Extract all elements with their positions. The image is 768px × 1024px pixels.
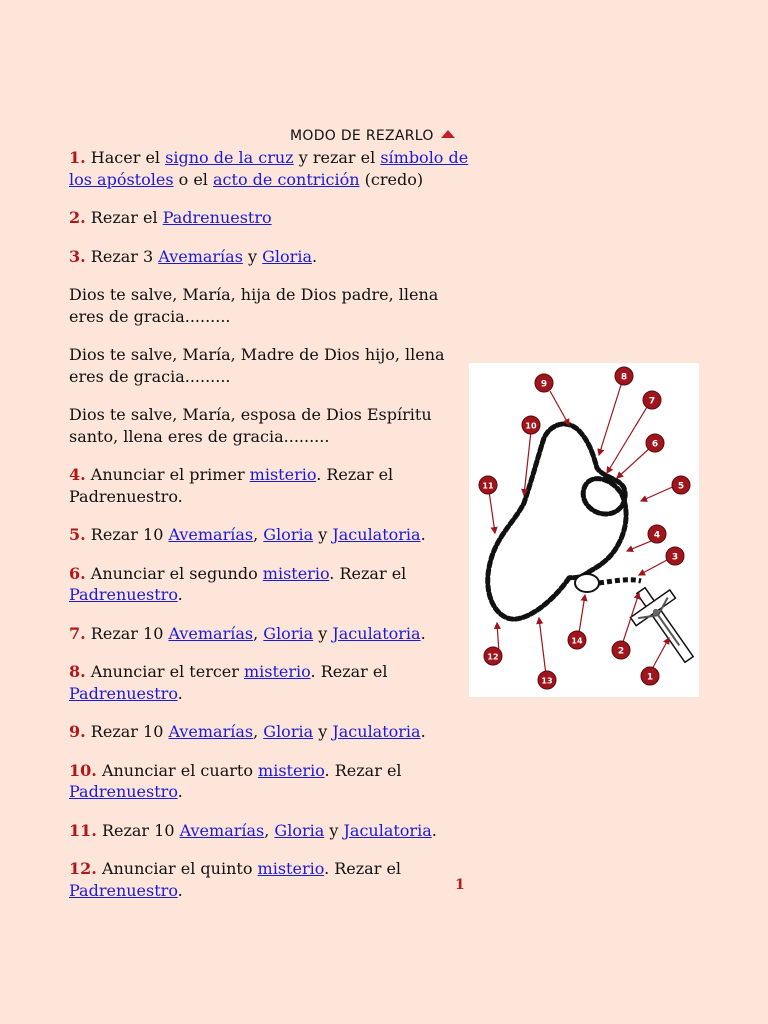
step-12: [69, 858, 469, 901]
step-number: 2.: [69, 208, 86, 227]
arrow-up-icon[interactable]: [441, 130, 455, 138]
step-text: Anunciar el quinto: [101, 859, 258, 878]
link-jaculatoria[interactable]: Jaculatoria: [343, 820, 432, 840]
step-text: y: [242, 246, 263, 266]
marker-8: [615, 367, 633, 385]
link-gloria[interactable]: Gloria: [263, 525, 314, 544]
marker-label: 7: [648, 396, 656, 407]
marker-label: 5: [677, 481, 685, 492]
step-text: . Rezar el Padrenuestro.: [69, 465, 394, 506]
step-text: y: [313, 722, 333, 741]
step-text: y rezar el: [293, 148, 381, 167]
link-padrenuestro[interactable]: Padrenuestro: [69, 683, 178, 703]
step-text: ,: [253, 525, 264, 544]
step-10: [69, 760, 469, 803]
link-misterio[interactable]: misterio: [257, 859, 325, 878]
step-text: .: [177, 585, 183, 604]
step-text: o el: [173, 169, 214, 189]
step-text: ,: [264, 820, 275, 840]
page-title-text: MODO DE REZARLO: [290, 128, 434, 144]
marker-2: [612, 641, 630, 659]
rosary-diagram: [469, 363, 699, 697]
marker-label: 1: [646, 672, 654, 683]
step-text: Rezar 10: [90, 623, 169, 643]
link-gloria[interactable]: Gloria: [263, 722, 314, 741]
step-number: 1.: [69, 148, 86, 167]
marker-label: 11: [482, 481, 494, 491]
step-text: Hacer el: [90, 148, 166, 167]
marker-label: 14: [571, 636, 583, 646]
step-text: y: [324, 820, 344, 840]
link-signo-de-la-cruz[interactable]: signo de la cruz: [165, 148, 294, 167]
rosary-medal: [575, 574, 599, 592]
link-jaculatoria[interactable]: Jaculatoria: [332, 722, 421, 741]
step-number: 5.: [69, 525, 86, 544]
link-padrenuestro[interactable]: Padrenuestro: [69, 782, 178, 801]
step-text: ,: [253, 722, 264, 741]
step-text: . Rezar el: [324, 859, 402, 878]
step-text: Anunciar el cuarto: [101, 760, 259, 780]
step-4: [69, 464, 469, 507]
link-gloria[interactable]: Gloria: [263, 623, 314, 643]
link-misterio[interactable]: misterio: [258, 760, 325, 780]
link-simbolo-apostoles[interactable]: símbolo de los apóstoles: [69, 148, 469, 189]
step-number: 9.: [69, 722, 86, 741]
step-9: [69, 721, 469, 743]
marker-7: [643, 391, 661, 409]
step-number: 12.: [69, 859, 97, 878]
step-text: Rezar 10: [101, 820, 180, 840]
step-text: .: [177, 782, 183, 801]
rosary-pendant: [599, 580, 641, 583]
step-5: [69, 524, 469, 546]
step-text: Rezar el: [90, 208, 163, 227]
step-11: [69, 820, 469, 842]
marker-12: [484, 647, 502, 665]
step-text: .: [420, 722, 426, 741]
link-gloria[interactable]: Gloria: [262, 246, 312, 266]
step-number: 4.: [69, 465, 86, 484]
marker-label: 4: [653, 530, 661, 541]
link-padrenuestro[interactable]: Padrenuestro: [69, 585, 178, 604]
link-avemarias[interactable]: Avemarías: [168, 525, 254, 544]
marker-label: 3: [671, 552, 679, 563]
marker-14: [568, 631, 586, 649]
marker-label: 13: [541, 676, 553, 686]
marker-11: [479, 476, 497, 494]
step-number: 10.: [69, 760, 97, 780]
step-text: y: [313, 525, 333, 544]
marker-label: 2: [617, 646, 625, 657]
instructions: [69, 147, 469, 901]
marker-9: [535, 374, 553, 392]
step-text: Anunciar el segundo: [90, 563, 263, 583]
step-7: [69, 623, 469, 645]
link-misterio[interactable]: misterio: [244, 662, 311, 681]
step-number: 3.: [69, 246, 86, 266]
step-text: .: [420, 623, 426, 643]
step-text: .: [177, 880, 183, 900]
link-avemarias[interactable]: Avemarías: [179, 820, 265, 840]
step-text: ,: [253, 623, 264, 643]
link-padrenuestro[interactable]: Padrenuestro: [69, 880, 178, 900]
step-text: Rezar 3: [90, 246, 159, 266]
step-text: . Rezar el: [324, 760, 402, 780]
link-avemarias[interactable]: Avemarías: [168, 623, 254, 643]
link-avemarias[interactable]: Avemarías: [168, 722, 254, 741]
marker-1: [641, 667, 659, 685]
step-text: .: [420, 525, 426, 544]
step-text: Rezar 10: [90, 722, 169, 741]
step-number: 11.: [69, 820, 97, 840]
step-number: 6.: [69, 563, 86, 583]
crucifix-icon: [621, 577, 699, 673]
link-misterio[interactable]: misterio: [249, 465, 317, 484]
number-markers: [479, 367, 690, 689]
marker-3: [666, 547, 684, 565]
step-number: 8.: [69, 662, 86, 681]
rosary-chain: [488, 421, 626, 619]
marker-label: 12: [487, 652, 499, 662]
link-gloria[interactable]: Gloria: [274, 820, 325, 840]
step-3: [69, 246, 469, 268]
step-text: .: [177, 683, 183, 703]
marker-5: [672, 476, 690, 494]
step-text: (credo): [359, 169, 424, 189]
marker-label: 6: [651, 439, 659, 450]
marker-10: [522, 416, 540, 434]
step-text: y: [313, 623, 333, 643]
link-jaculatoria[interactable]: Jaculatoria: [332, 623, 421, 643]
prayer-paragraph-1: Dios te salve, María, hija de Dios padre, llena eres de gracia.........: [69, 285, 439, 326]
step-2: [69, 207, 469, 229]
step-text: .: [311, 246, 318, 266]
step-text: Anunciar el tercer: [90, 662, 244, 681]
link-padrenuestro[interactable]: Padrenuestro: [162, 208, 272, 227]
step-text: . Rezar el: [310, 662, 388, 681]
marker-6: [646, 434, 664, 452]
page-number: 1: [455, 877, 465, 893]
marker-label: 10: [525, 421, 537, 431]
link-jaculatoria[interactable]: Jaculatoria: [332, 525, 421, 544]
rosary-illustration: [469, 363, 699, 697]
marker-4: [648, 525, 666, 543]
prayer-paragraph-3: Dios te salve, María, esposa de Dios Espíritu santo, llena eres de gracia.........: [69, 405, 432, 446]
link-misterio[interactable]: misterio: [262, 563, 330, 583]
page-title: [290, 128, 455, 144]
step-8: [69, 661, 469, 704]
marker-label: 9: [540, 379, 548, 390]
marker-13: [538, 671, 556, 689]
marker-label: 8: [620, 372, 628, 383]
step-1: [69, 147, 469, 190]
step-text: . Rezar el: [329, 563, 407, 583]
step-6: [69, 563, 469, 606]
link-acto-de-contricion[interactable]: acto de contrición: [213, 169, 360, 189]
step-number: 7.: [69, 623, 86, 643]
step-text: Anunciar el primer: [90, 465, 250, 484]
prayer-paragraph-2: Dios te salve, María, Madre de Dios hijo, llena eres de gracia.........: [69, 345, 445, 386]
step-text: Rezar 10: [90, 525, 169, 544]
step-text: .: [431, 820, 437, 840]
link-avemarias[interactable]: Avemarías: [158, 246, 243, 266]
